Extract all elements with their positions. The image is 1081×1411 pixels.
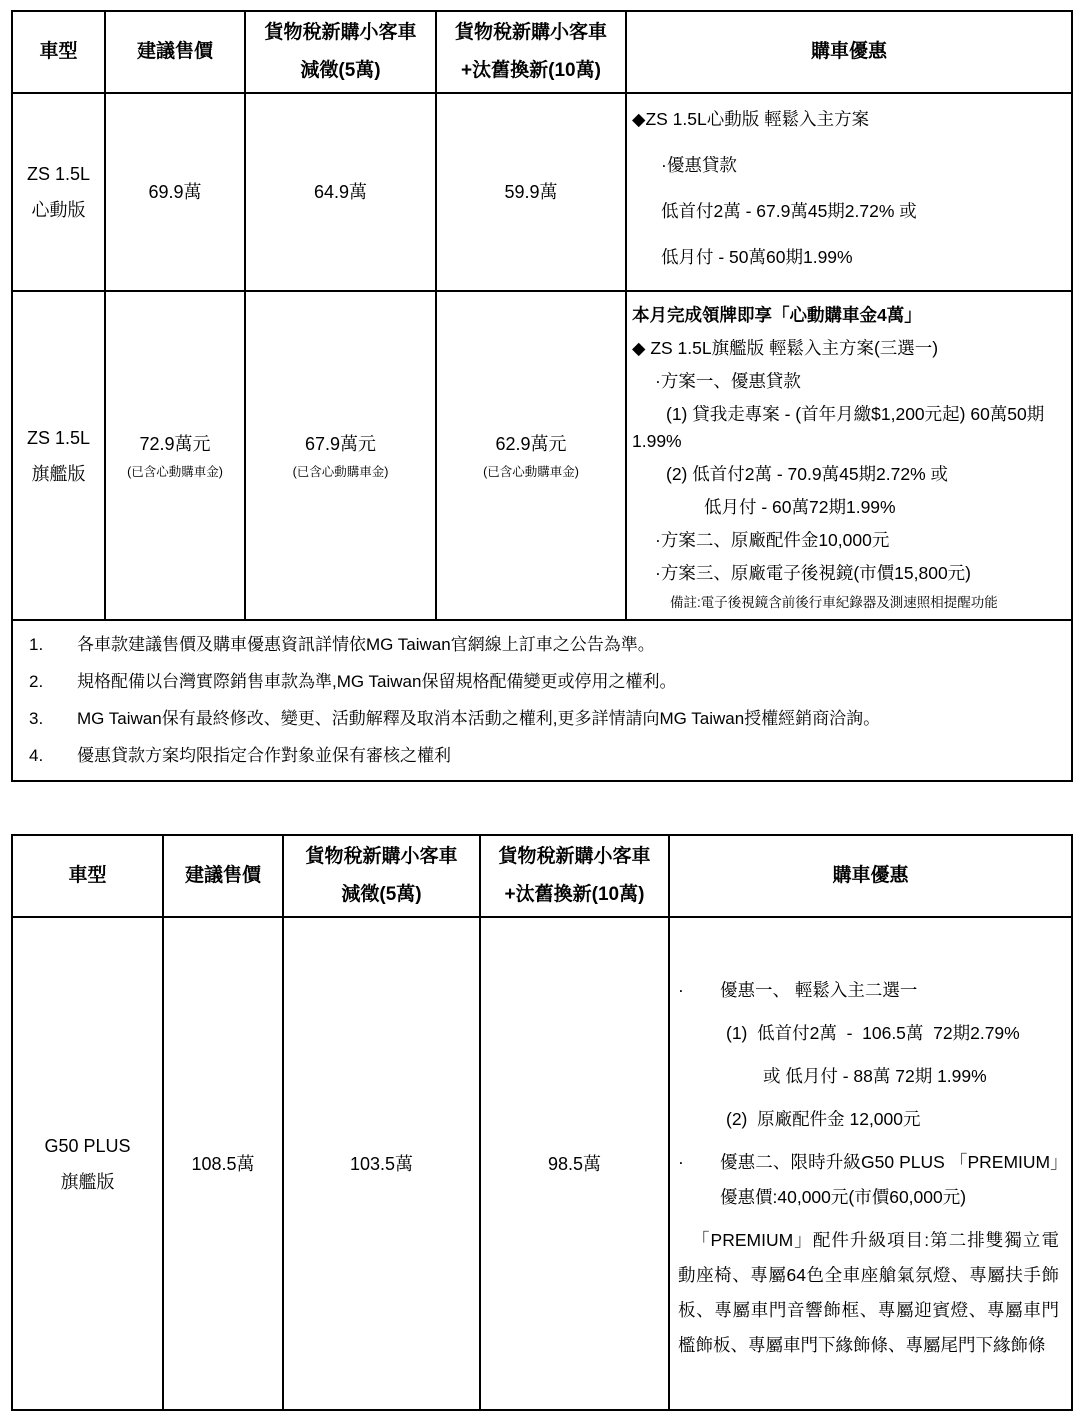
- footnote-text: 規格配備以台灣實際銷售車款為準,MG Taiwan保留規格配備變更或停用之權利。: [77, 672, 677, 691]
- tax-reduced-value: 103.5萬: [349, 1153, 414, 1174]
- model-name-line1: ZS 1.5L: [26, 427, 91, 448]
- header-label-line2: +汰舊換新(10萬): [461, 60, 601, 81]
- footnotes-row: [12, 620, 1072, 781]
- msrp-value: 108.5萬: [191, 1153, 255, 1174]
- trade-in-note: (已含心動購車金): [483, 464, 579, 479]
- premium-upgrade-detail: 「PREMIUM」配件升級項目:第二排雙獨立電動座椅、專屬64色全車座艙氣氛燈、專屬扶手飾板、專屬車門音響飾框、專屬迎賓燈、專屬車門檻飾板、專屬車門下緣飾條、專屬尾門下緣飾條: [678, 1230, 1059, 1355]
- trade-in-value: 62.9萬元: [495, 433, 567, 454]
- header-label: 建議售價: [184, 865, 261, 886]
- header-label: 購車優惠: [832, 865, 909, 886]
- model-name-line2: 旗艦版: [31, 463, 86, 484]
- footnote-item: [29, 706, 1061, 732]
- msrp-note: (已含心動購車金): [127, 464, 223, 479]
- offer-line: ◆ ZS 1.5L旗艦版 輕鬆入主方案(三選一): [632, 337, 939, 358]
- msrp-cell: [105, 291, 245, 620]
- offer-headline: 本月完成領牌即享「心動購車金4萬」: [632, 304, 922, 325]
- offer-option-1b: 或 低月付 - 88萬 72期 1.99%: [763, 1066, 987, 1086]
- tax-reduced-price-cell: [245, 93, 436, 291]
- msrp-value: 72.9萬元: [139, 433, 211, 454]
- t2-col-header-trade-in: [480, 835, 669, 917]
- model-name-line2: 旗艦版: [60, 1171, 115, 1192]
- model-name-cell: [12, 291, 105, 620]
- t1-header-row: [12, 11, 1072, 93]
- footnote-text: 優惠貸款方案均限指定合作對象並保有審核之權利: [77, 746, 451, 765]
- footnote-item: [29, 669, 1061, 695]
- t1-col-header-model: [12, 11, 105, 93]
- header-label: 購車優惠: [810, 41, 887, 62]
- footnote-number: 4.: [29, 746, 44, 765]
- table-row-g50-flagship: [12, 917, 1072, 1410]
- offer-item-2: [674, 1145, 1059, 1215]
- footnote-number: 3.: [29, 709, 44, 728]
- trade-in-value: 98.5萬: [547, 1153, 602, 1174]
- offer-option-1: (1) 低首付2萬 - 106.5萬 72期2.79%: [726, 1023, 1020, 1043]
- tax-reduced-price-cell: [245, 291, 436, 620]
- g50-offers-cell: [669, 917, 1072, 1410]
- trade-in-price-cell: [436, 93, 626, 291]
- footnotes-cell: [12, 620, 1072, 781]
- t1-col-header-tax-reduction: [245, 11, 436, 93]
- header-label-line1: 貨物稅新購小客車: [454, 22, 607, 43]
- header-label-line1: 貨物稅新購小客車: [264, 22, 417, 43]
- header-label: 車型: [68, 865, 107, 886]
- bullet-icon: ·: [678, 980, 684, 1000]
- t2-col-header-msrp: [163, 835, 283, 917]
- offer-title: 優惠二、限時升級G50 PLUS 「PREMIUM」優惠價:40,000元(市價60,000元): [720, 1152, 1059, 1207]
- msrp-value: 69.9萬: [148, 182, 202, 202]
- model-name-line2: 心動版: [31, 200, 86, 220]
- trade-in-value: 59.9萬: [504, 182, 558, 202]
- t2-col-header-model: [12, 835, 163, 917]
- t2-header-row: [12, 835, 1072, 917]
- offer-line: (1) 貸我走專案 - (首年月繳$1,200元起) 60萬50期1.99%: [632, 403, 1045, 451]
- t1-col-header-trade-in: [436, 11, 626, 93]
- offer-line: 低首付2萬 - 67.9萬45期2.72% 或: [661, 201, 917, 221]
- tax-reduced-value: 64.9萬: [313, 182, 368, 202]
- header-label-line1: 貨物稅新購小客車: [305, 846, 458, 867]
- offer-line: (2) 低首付2萬 - 70.9萬45期2.72% 或: [666, 463, 949, 484]
- t2-col-header-offers: [669, 835, 1072, 917]
- header-label-line2: 減徵(5萬): [300, 60, 381, 81]
- header-label-line2: +汰舊換新(10萬): [504, 884, 645, 905]
- msrp-cell: [163, 917, 283, 1410]
- t1-col-header-msrp: [105, 11, 245, 93]
- trade-in-price-cell: [480, 917, 669, 1410]
- header-label: 車型: [39, 41, 78, 62]
- footnote-number: 1.: [29, 635, 44, 654]
- header-label-line1: 貨物稅新購小客車: [498, 846, 651, 867]
- header-label: 建議售價: [136, 41, 213, 62]
- footnote-text: 各車款建議售價及購車優惠資訊詳情依MG Taiwan官網線上訂車之公告為準。: [77, 635, 655, 654]
- t2-col-header-tax-reduction: [283, 835, 480, 917]
- model-name-cell: [12, 93, 105, 291]
- tax-reduced-value: 67.9萬元: [304, 433, 377, 454]
- offer-option-2: (2) 原廠配件金 12,000元: [726, 1109, 921, 1129]
- msrp-cell: [105, 93, 245, 291]
- table-row-zs-basic: [12, 93, 1072, 291]
- offer-item-1: [674, 973, 1059, 1008]
- offer-line: ·優惠貸款: [661, 155, 737, 175]
- offer-remark: 備註:電子後視鏡含前後行車紀錄器及測速照相提醒功能: [670, 594, 998, 610]
- offer-line: 低月付 - 50萬60期1.99%: [661, 247, 853, 267]
- footnote-item: [29, 632, 1061, 658]
- tax-reduced-note: (已含心動購車金): [292, 464, 389, 479]
- offer-line: ◆ZS 1.5L心動版 輕鬆入主方案: [632, 109, 870, 129]
- bullet-icon: ·: [678, 1152, 684, 1172]
- offer-title: 優惠一、 輕鬆入主二選一: [720, 980, 918, 1000]
- trade-in-price-cell: [436, 291, 626, 620]
- model-name-cell: [12, 917, 163, 1410]
- model-name-line1: ZS 1.5L: [26, 164, 91, 184]
- zs-basic-offers-cell: [626, 93, 1072, 291]
- offer-line: ·方案二、原廠配件金10,000元: [655, 529, 890, 550]
- footnote-text: MG Taiwan保有最終修改、變更、活動解釋及取消本活動之權利,更多詳情請向MG Taiwan授權經銷商洽詢。: [77, 709, 881, 728]
- header-label-line2: 減徵(5萬): [341, 884, 422, 905]
- tax-reduced-price-cell: [283, 917, 480, 1410]
- offer-line: 低月付 - 60萬72期1.99%: [704, 496, 896, 517]
- offer-line: ·方案三、原廠電子後視鏡(市價15,800元): [655, 562, 972, 583]
- model-name-line1: G50 PLUS: [44, 1135, 131, 1156]
- table-row-zs-flagship: [12, 291, 1072, 620]
- g50-price-table: [11, 834, 1073, 1411]
- footnote-number: 2.: [29, 672, 44, 691]
- footnote-item: [29, 743, 1061, 769]
- zs-price-table: [11, 10, 1073, 782]
- offer-line: ·方案一、優惠貸款: [655, 370, 801, 391]
- zs-flagship-offers-cell: [626, 291, 1072, 620]
- t1-col-header-offers: [626, 11, 1072, 93]
